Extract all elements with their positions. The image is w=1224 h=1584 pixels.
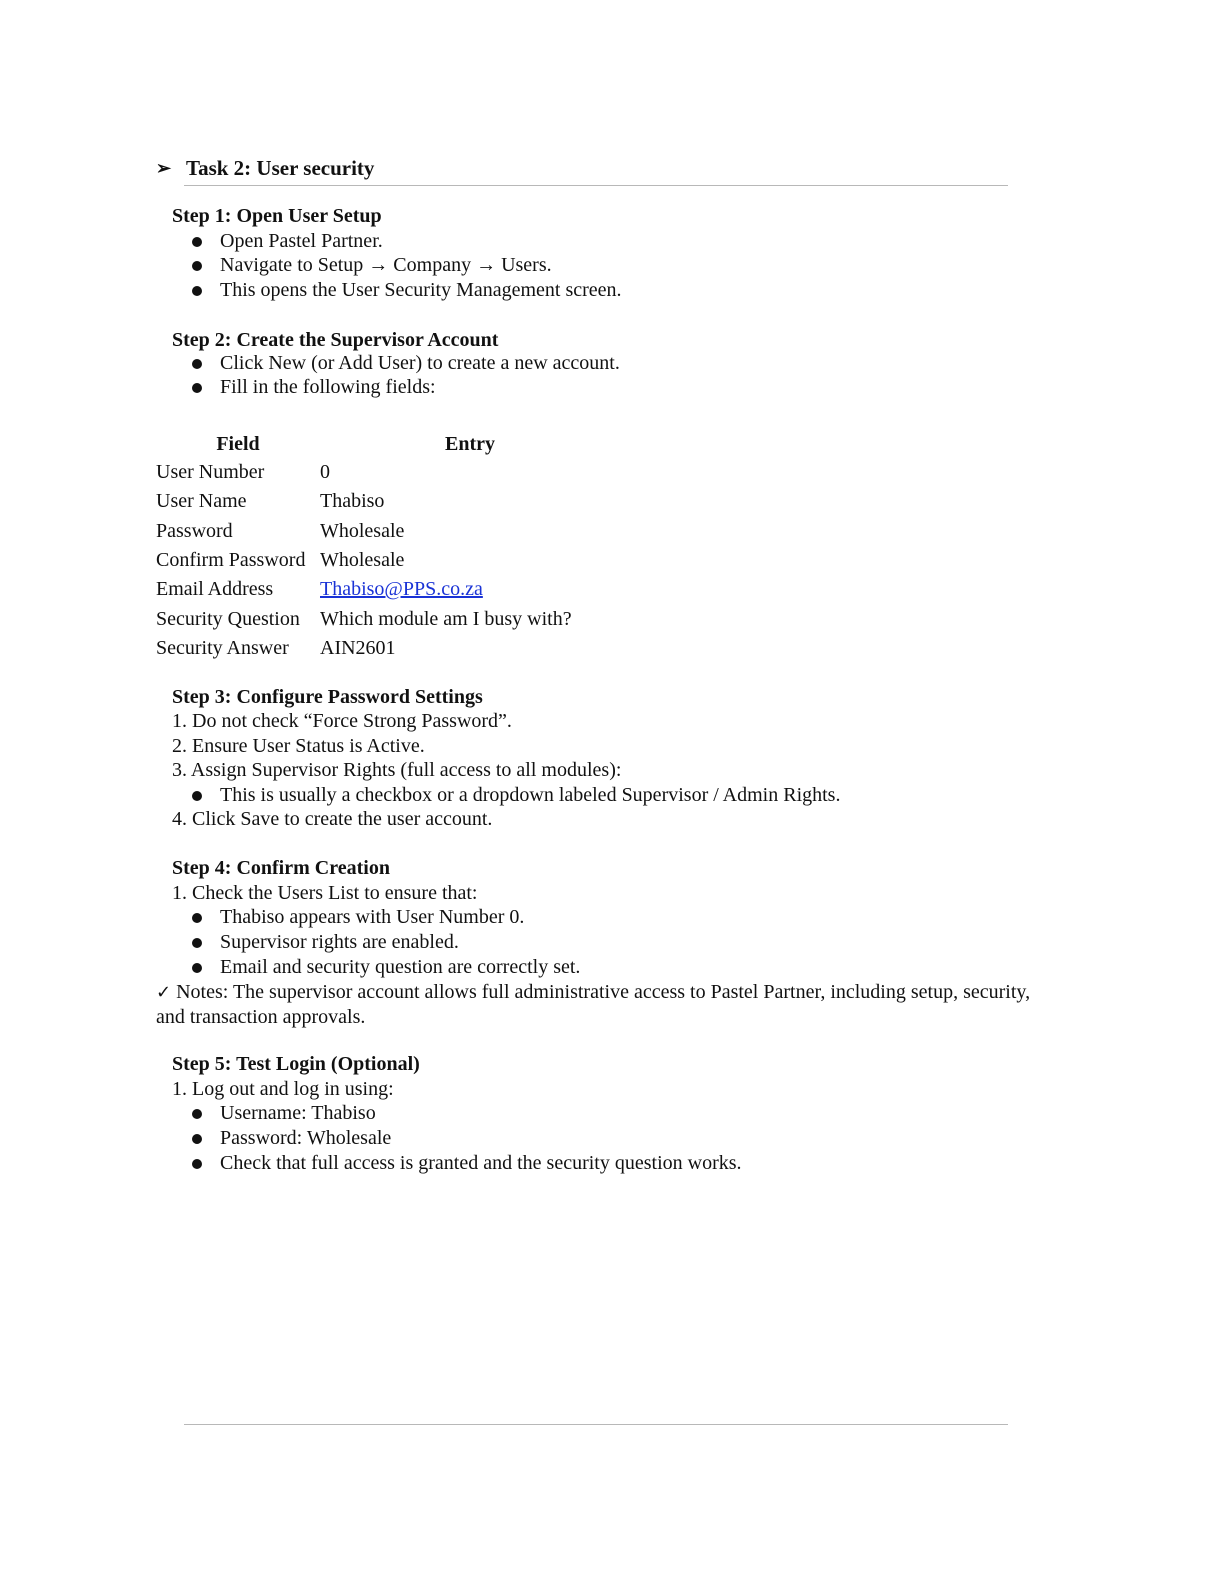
user-fields-table	[156, 430, 620, 663]
bullet-icon	[192, 1134, 202, 1144]
step4-title: Step 4: Confirm Creation	[172, 857, 390, 879]
bullet-icon	[192, 963, 202, 973]
bullet-icon	[192, 286, 202, 296]
field-cell: User Name	[156, 490, 247, 513]
arrow-right-icon: ➢	[156, 158, 172, 178]
step3-item: 1. Do not check “Force Strong Password”.	[172, 710, 512, 732]
entry-cell: Wholesale	[320, 549, 405, 572]
step3-title: Step 3: Configure Password Settings	[172, 686, 483, 708]
entry-cell: 0	[320, 461, 330, 484]
step4-bullet: Supervisor rights are enabled.	[220, 931, 459, 953]
entry-cell	[320, 575, 620, 604]
entry-cell: Thabiso	[320, 490, 385, 513]
table-header-field: Field	[216, 432, 260, 455]
table-header-row	[156, 430, 620, 458]
entry-cell: AIN2601	[320, 636, 396, 659]
table-row	[156, 517, 620, 546]
table-row	[156, 634, 620, 663]
step5-bullet: Username: Thabiso	[220, 1102, 376, 1124]
table-row	[156, 546, 620, 575]
table-header-entry: Entry	[445, 432, 495, 455]
task-title: Task 2: User security	[186, 156, 375, 180]
bullet-icon	[192, 791, 202, 801]
step1-bullet: This opens the User Security Management screen.	[220, 279, 622, 301]
notes-paragraph	[156, 980, 1036, 1030]
bullet-icon	[192, 1159, 202, 1169]
step2-bullet: Fill in the following fields:	[220, 376, 436, 398]
entry-cell: Wholesale	[320, 519, 405, 542]
bullet-icon	[192, 359, 202, 369]
step3-item: 4. Click Save to create the user account.	[172, 808, 493, 830]
bullet-icon	[192, 1109, 202, 1119]
step5-bullet: Check that full access is granted and the security question works.	[220, 1152, 742, 1174]
bullet-icon	[192, 913, 202, 923]
table-row	[156, 575, 620, 604]
step4-bullet: Email and security question are correctly set.	[220, 956, 581, 978]
bullet-icon	[192, 383, 202, 393]
footer-rule	[184, 1424, 1008, 1425]
step4-bullet: Thabiso appears with User Number 0.	[220, 906, 525, 928]
field-cell: Security Question	[156, 607, 300, 630]
step5-bullet: Password: Wholesale	[220, 1127, 392, 1149]
step3-item: 3. Assign Supervisor Rights (full access to all modules):	[172, 759, 622, 781]
step2-title: Step 2: Create the Supervisor Account	[172, 329, 499, 351]
field-cell: Security Answer	[156, 636, 289, 659]
step4-item: 1. Check the Users List to ensure that:	[172, 882, 478, 904]
check-icon: ✓	[156, 982, 172, 1003]
email-link[interactable]: Thabiso@PPS.co.za	[320, 578, 483, 601]
step1-bullet: Open Pastel Partner.	[220, 230, 383, 252]
step5-item: 1. Log out and log in using:	[172, 1078, 394, 1100]
bullet-icon	[192, 938, 202, 948]
task-heading	[156, 156, 374, 181]
field-cell: User Number	[156, 461, 265, 484]
header-rule	[184, 185, 1008, 186]
table-row	[156, 604, 620, 633]
table-row	[156, 487, 620, 516]
entry-cell: Which module am I busy with?	[320, 607, 572, 630]
step2-bullet: Click New (or Add User) to create a new account.	[220, 352, 620, 374]
field-cell: Confirm Password	[156, 549, 306, 572]
step1-title: Step 1: Open User Setup	[172, 205, 382, 227]
table-row	[156, 458, 620, 487]
field-cell: Password	[156, 519, 233, 542]
bullet-icon	[192, 237, 202, 247]
step1-bullet: Navigate to Setup → Company → Users.	[220, 254, 552, 276]
notes-text: Notes: The supervisor account allows full administrative access to Pastel Partner, including setup, security, and transaction approvals.	[156, 981, 1031, 1028]
step5-title: Step 5: Test Login (Optional)	[172, 1053, 420, 1075]
step3-sub-bullet: This is usually a checkbox or a dropdown labeled Supervisor / Admin Rights.	[220, 784, 841, 806]
field-cell: Email Address	[156, 578, 274, 601]
bullet-icon	[192, 261, 202, 271]
step3-item: 2. Ensure User Status is Active.	[172, 735, 425, 757]
